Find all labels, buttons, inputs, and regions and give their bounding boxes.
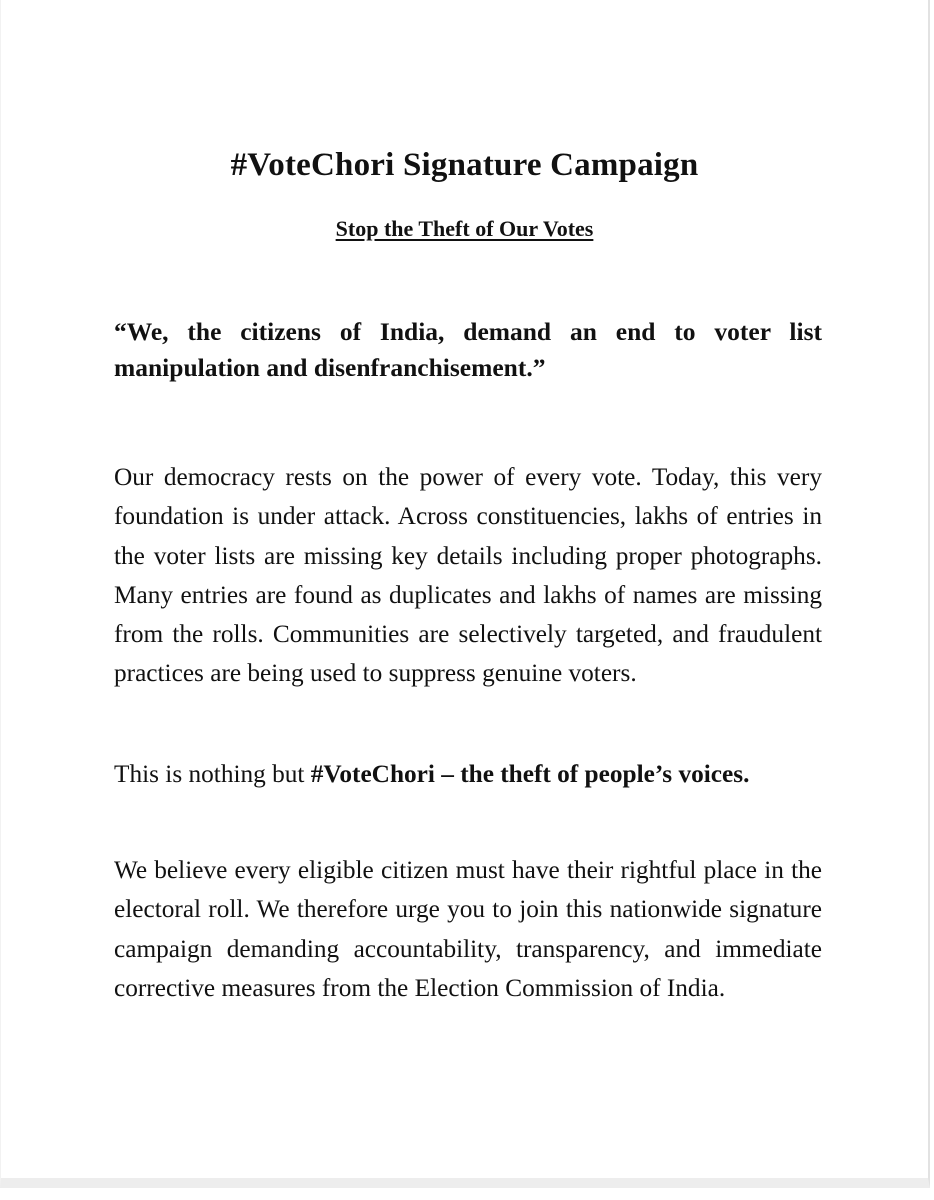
paragraph-2-lead: This is nothing but — [114, 760, 311, 788]
campaign-quote: “We, the citizens of India, demand an end to voter list manipulation and disenfranchisement.” — [114, 317, 822, 382]
document-subtitle: Stop the Theft of Our Votes — [335, 216, 594, 241]
body-paragraph-1: Our democracy rests on the power of every vote. Today, this very foundation is under attack. Across constituencies, lakhs of entries in the voter lists are missing key details including proper photographs. Many entries are found as duplicates and lakhs of names are missing from the rolls. Communities are selectively targeted, and fraudulent practices are being used to suppress genuine voters. — [114, 463, 822, 688]
document-title: #VoteChori Signature Campaign — [230, 147, 699, 183]
body-paragraph-3: We believe every eligible citizen must have their rightful place in the electoral roll. We therefore urge you to join this nationwide signature campaign demanding accountability, transparency, and immediate corrective measures from the Election Commission of India. — [114, 856, 822, 1002]
paragraph-2-emphasis: #VoteChori – the theft of people’s voices. — [310, 760, 750, 788]
body-paragraph-2 — [114, 755, 822, 794]
